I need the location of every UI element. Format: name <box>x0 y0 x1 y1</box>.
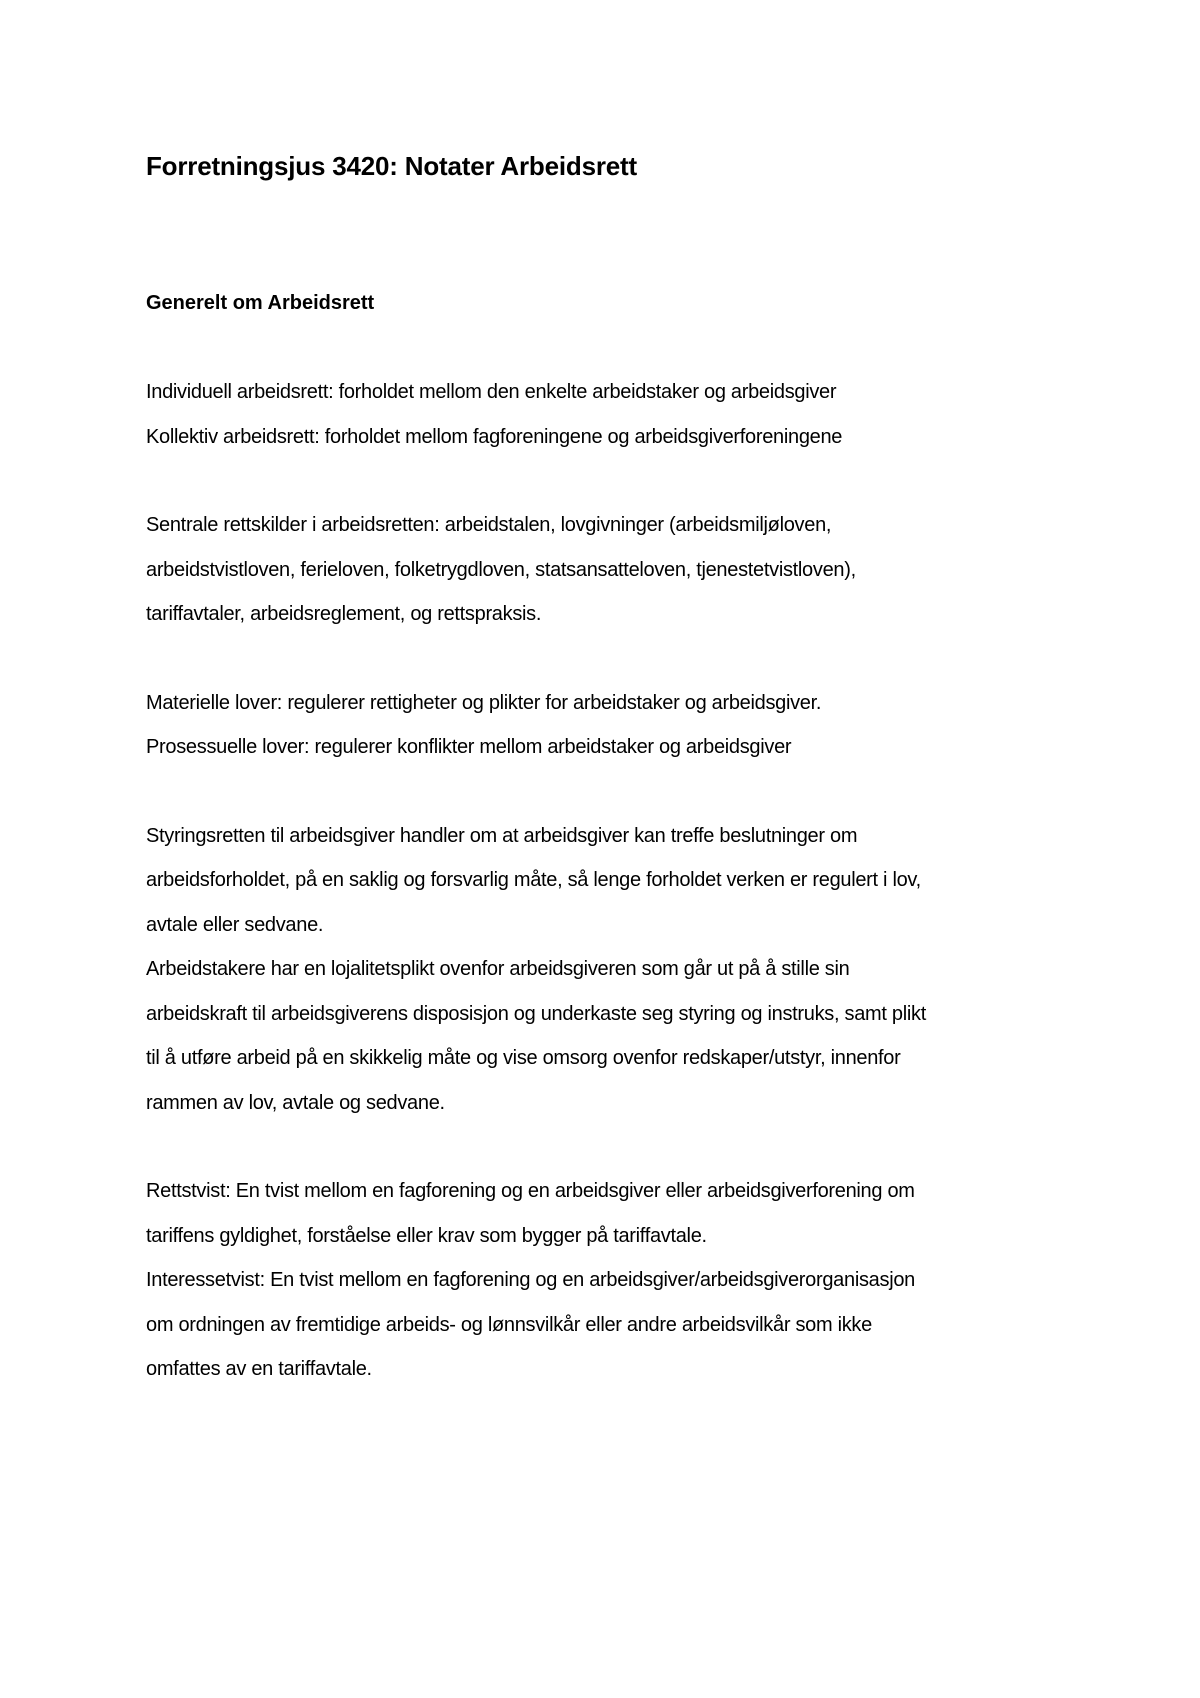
text-line: Kollektiv arbeidsrett: forholdet mellom fagforeningene og arbeidsgiverforeningene <box>146 425 843 448</box>
text-line: tariffens gyldighet, forståelse eller krav som bygger på tariffavtale. <box>146 1224 707 1247</box>
text-line: rammen av lov, avtale og sedvane. <box>146 1091 445 1114</box>
paragraph-block <box>146 1169 1066 1392</box>
document-title: Forretningsjus 3420: Notater Arbeidsrett <box>146 151 637 181</box>
text-line: Styringsretten til arbeidsgiver handler om at arbeidsgiver kan treffe beslutninger om <box>146 824 858 847</box>
section-heading: Generelt om Arbeidsrett <box>146 292 375 314</box>
text-line: Individuell arbeidsrett: forholdet mellom den enkelte arbeidstaker og arbeidsgiver <box>146 381 837 403</box>
text-line: arbeidsforholdet, på en saklig og forsvarlig måte, så lenge forholdet verken er regulert i lov, <box>146 869 921 891</box>
text-line: Arbeidstakere har en lojalitetsplikt ovenfor arbeidsgiveren som går ut på å stille sin <box>146 958 850 980</box>
text-line: arbeidskraft til arbeidsgiverens disposisjon og underkaste seg styring og instruks, samt plikt <box>146 1002 926 1025</box>
text-line: Sentrale rettskilder i arbeidsretten: arbeidstalen, lovgivninger (arbeidsmiljøloven, <box>146 514 832 536</box>
text-line: avtale eller sedvane. <box>146 913 324 936</box>
text-line: til å utføre arbeid på en skikkelig måte og vise omsorg ovenfor redskaper/utstyr, innenfor <box>146 1047 901 1069</box>
paragraph-block <box>146 814 1066 1126</box>
paragraph-block <box>146 503 1066 637</box>
text-line: arbeidstvistloven, ferieloven, folketrygdloven, statsansatteloven, tjenestetvistloven), <box>146 558 856 581</box>
text-line: om ordningen av fremtidige arbeids- og lønnsvilkår eller andre arbeidsvilkår som ikke <box>146 1313 872 1336</box>
text-line: Materielle lover: regulerer rettigheter og plikter for arbeidstaker og arbeidsgiver. <box>146 691 822 714</box>
text-line: tariffavtaler, arbeidsreglement, og rettspraksis. <box>146 603 542 625</box>
text-line: omfattes av en tariffavtale. <box>146 1358 372 1380</box>
text-line: Interessetvist: En tvist mellom en fagforening og en arbeidsgiver/arbeidsgiverorganisasjon <box>146 1269 915 1291</box>
text-line: Rettstvist: En tvist mellom en fagforening og en arbeidsgiver eller arbeidsgiverforening om <box>146 1180 915 1202</box>
text-line: Prosessuelle lover: regulerer konflikter mellom arbeidstaker og arbeidsgiver <box>146 736 792 758</box>
paragraph-block <box>146 370 1066 459</box>
document-content <box>146 148 1066 1392</box>
paragraph-block <box>146 681 1066 770</box>
